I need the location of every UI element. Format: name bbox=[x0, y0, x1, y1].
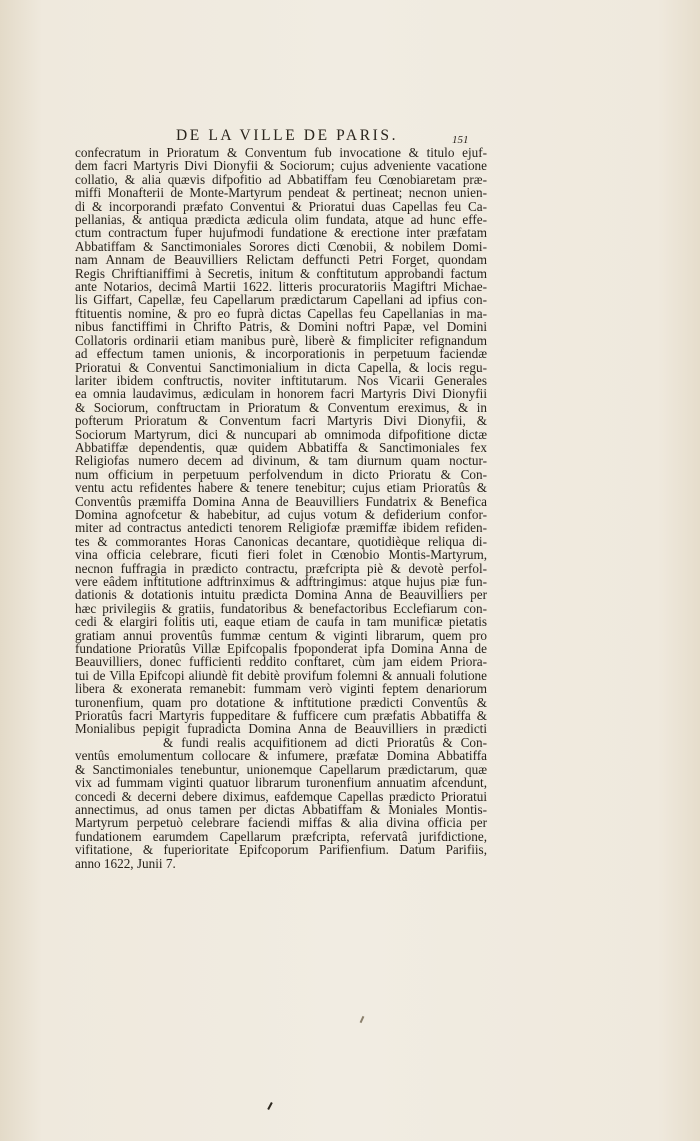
text-line: tui de Villa Epifcopi aliundè fit debitè provifum folemni & annuali folutione bbox=[75, 667, 487, 683]
text-line: Monialibus pepigit fupradicta Domina Anna de Beauvilliers in prædicti bbox=[75, 721, 487, 737]
text-line: dationis & dotationis intuitu prædicta Domina Anna de Beauvilliers per bbox=[75, 587, 487, 603]
ink-mark bbox=[267, 1102, 273, 1110]
text-line: Religiofas numero decem ad divinum, & tam diurnum quam noctur- bbox=[75, 453, 487, 469]
text-line: Conventûs præmiffa Domina Anna de Beauvilliers Fundatrix & Benefica bbox=[75, 493, 487, 509]
text-line: Domina agnofcetur & habebitur, ad cujus votum & defiderium confor- bbox=[75, 506, 487, 522]
text-line: Abbatiffæ dependentis, quæ quidem Abbatiffa & Sanctimoniales fex bbox=[75, 439, 487, 455]
text-line: turonenfium, quam pro dotatione & inftitutione prædicti Conventûs & bbox=[75, 694, 487, 710]
text-line: gratiam annui proventûs fummæ centum & viginti librarum, quem pro bbox=[75, 627, 487, 643]
text-line: concedi & decerni debere diximus, eafdemque Capellas prædicto Prioratui bbox=[75, 788, 487, 804]
text-line: num officium in perpetuum perfolvendum in dicto Prioratu & Con- bbox=[75, 466, 487, 482]
body-text bbox=[75, 146, 487, 870]
text-line: vere eâdem inftitutione adftrinximus & adftringimus: atque hujus piæ fun- bbox=[75, 574, 487, 589]
text-line: lis Giffart, Capellæ, feu Capellarum prædictarum Capellani ad ipfius con- bbox=[75, 292, 487, 308]
text-line: pellanias, & antiqua prædicta ædicula olim fundata, atque ad hunc effe- bbox=[75, 212, 487, 228]
text-line: fundationem earumdem Capellarum præfcripta, refervatâ jurifdictione, bbox=[75, 828, 487, 844]
text-line: nibus fanctiffimi in Chrifto Patris, & Domini noftri Papæ, vel Domini bbox=[75, 319, 487, 335]
text-line: ftituentis nomine, & pro eo fuprà dictas Capellas feu Capellanias in ma- bbox=[75, 305, 487, 321]
text-line: nam Annam de Beauvilliers Relictam deffuncti Petri Forget, quondam bbox=[75, 252, 487, 268]
text-line: libera & exonerata remanebit: fummam verò viginti feptem denariorum bbox=[75, 681, 487, 697]
text-line: & Sociorum, conftructam in Prioratum & Conventum ereximus, & in bbox=[75, 399, 487, 415]
text-line: ea omnia laudavimus, ædiculam in honorem facri Martyris Divi Dionyfii bbox=[75, 386, 487, 402]
text-line: confecratum in Prioratum & Conventum fub invocatione & titulo ejuf- bbox=[75, 145, 487, 160]
paper-speck bbox=[360, 1016, 365, 1023]
text-line: cedi & elargiri folitis uti, eaque etiam de caufa in tam munificæ pietatis bbox=[75, 614, 487, 630]
text-line: hæc privilegiis & gratiis, fundatoribus & benefactoribus Ecclefiarum con- bbox=[75, 600, 487, 616]
text-line: vina officia celebrare, ficuti fieri folet in Cœnobio Montis-Martyrum, bbox=[75, 547, 487, 563]
text-line: lariter ibidem conftructis, noviter inftitutarum. Nos Vicarii Generales bbox=[75, 372, 487, 388]
text-line: dem facri Martyris Divi Dionyfii & Sociorum; cujus adveniente vacatione bbox=[75, 158, 487, 174]
page-number: 151 bbox=[452, 134, 469, 146]
text-line: ventûs emolumentum collocare & infumere, præfatæ Domina Abbatiffa bbox=[75, 748, 487, 764]
running-title: DE LA VILLE DE PARIS. bbox=[176, 127, 399, 144]
text-line: Prioratui & Conventui Sanctimonialium in dicta Capella, & locis regu- bbox=[75, 359, 487, 375]
text-line: & Sanctimoniales tenebuntur, unionemque Capellarum prædictarum, quæ bbox=[75, 761, 487, 777]
text-line: miffi Monafterii de Monte-Martyrum pendeat & pertineat; necnon unien- bbox=[75, 185, 487, 201]
text-line: ctum contractum fuper hujufmodi fundatione & erectione inter præfatam bbox=[75, 225, 487, 241]
text-line: Collatoris ordinarii etiam manibus purè, liberè & fimpliciter refignandum bbox=[75, 332, 487, 348]
text-line: Martyrum perpetuò celebrare faciendi miffas & alia divina officia per bbox=[75, 815, 487, 831]
text-line: ventu actu refidentes habere & tenere tenebitur; cujus etiam Prioratûs & bbox=[75, 480, 487, 496]
text-line: vifitatione, & fuperioritate Epifcoporum Parifienfium. Datum Parifiis, bbox=[75, 842, 487, 858]
text-line: tes & commorantes Horas Canonicas decantare, quotidièque reliqua di- bbox=[75, 533, 487, 549]
text-line: anno 1622, Junii 7. bbox=[75, 855, 176, 871]
text-line: pofterum Prioratum & Conventum facri Martyris Divi Dionyfii, & bbox=[75, 413, 487, 429]
text-line: Beauvilliers, donec fufficienti reddito conftaret, cùm jam eidem Priora- bbox=[75, 654, 487, 670]
text-line: vix ad fummam viginti quatuor librarum turonenfium annuatim afcendunt, bbox=[75, 775, 487, 791]
text-line: di & incorporandi præfato Conventui & Prioratui duas Capellas feu Ca- bbox=[75, 198, 487, 214]
text-line: Abbatiffam & Sanctimoniales Sorores dicti Cœnobii, & nobilem Domi- bbox=[75, 238, 487, 254]
text-line: Sociorum Martyrum, dici & nuncupari ab omnimoda difpofitione dictæ bbox=[75, 426, 487, 442]
text-line: ad effectum tamen unionis, & incorporationis in perpetuum faciendæ bbox=[75, 346, 487, 362]
text-line: Regis Chriftianiffimi à Secretis, initum & conftitutum approbandi factum bbox=[75, 265, 487, 281]
text-line: necnon fuffragia in prædicto contractu, præfcripta piè & devotè perfol- bbox=[75, 560, 487, 576]
text-line: miter ad contractus antedicti tenorem Religiofæ præmiffæ ibidem refiden- bbox=[75, 520, 487, 536]
text-line: fundatione Prioratûs Villæ Epifcopalis fpoponderat ipfa Domina Anna de bbox=[75, 641, 487, 657]
text-line: & fundi realis acquifitionem ad dicti Prioratûs & Con- bbox=[163, 734, 487, 750]
text-line: collatio, & alia quævis difpofitio ad Abbatiffam feu Cœnobiaretam præ- bbox=[75, 171, 487, 187]
text-line: annectimus, ad onus tamen per dictas Abbatiffam & Moniales Montis- bbox=[75, 801, 487, 817]
text-line: ante Notarios, decimâ Martii 1622. litteris procuratoriis Magiftri Michae- bbox=[75, 279, 487, 295]
text-line: Prioratûs facri Martyris fuppeditare & fufficere cum præfatis Abbatiffa & bbox=[75, 708, 487, 724]
